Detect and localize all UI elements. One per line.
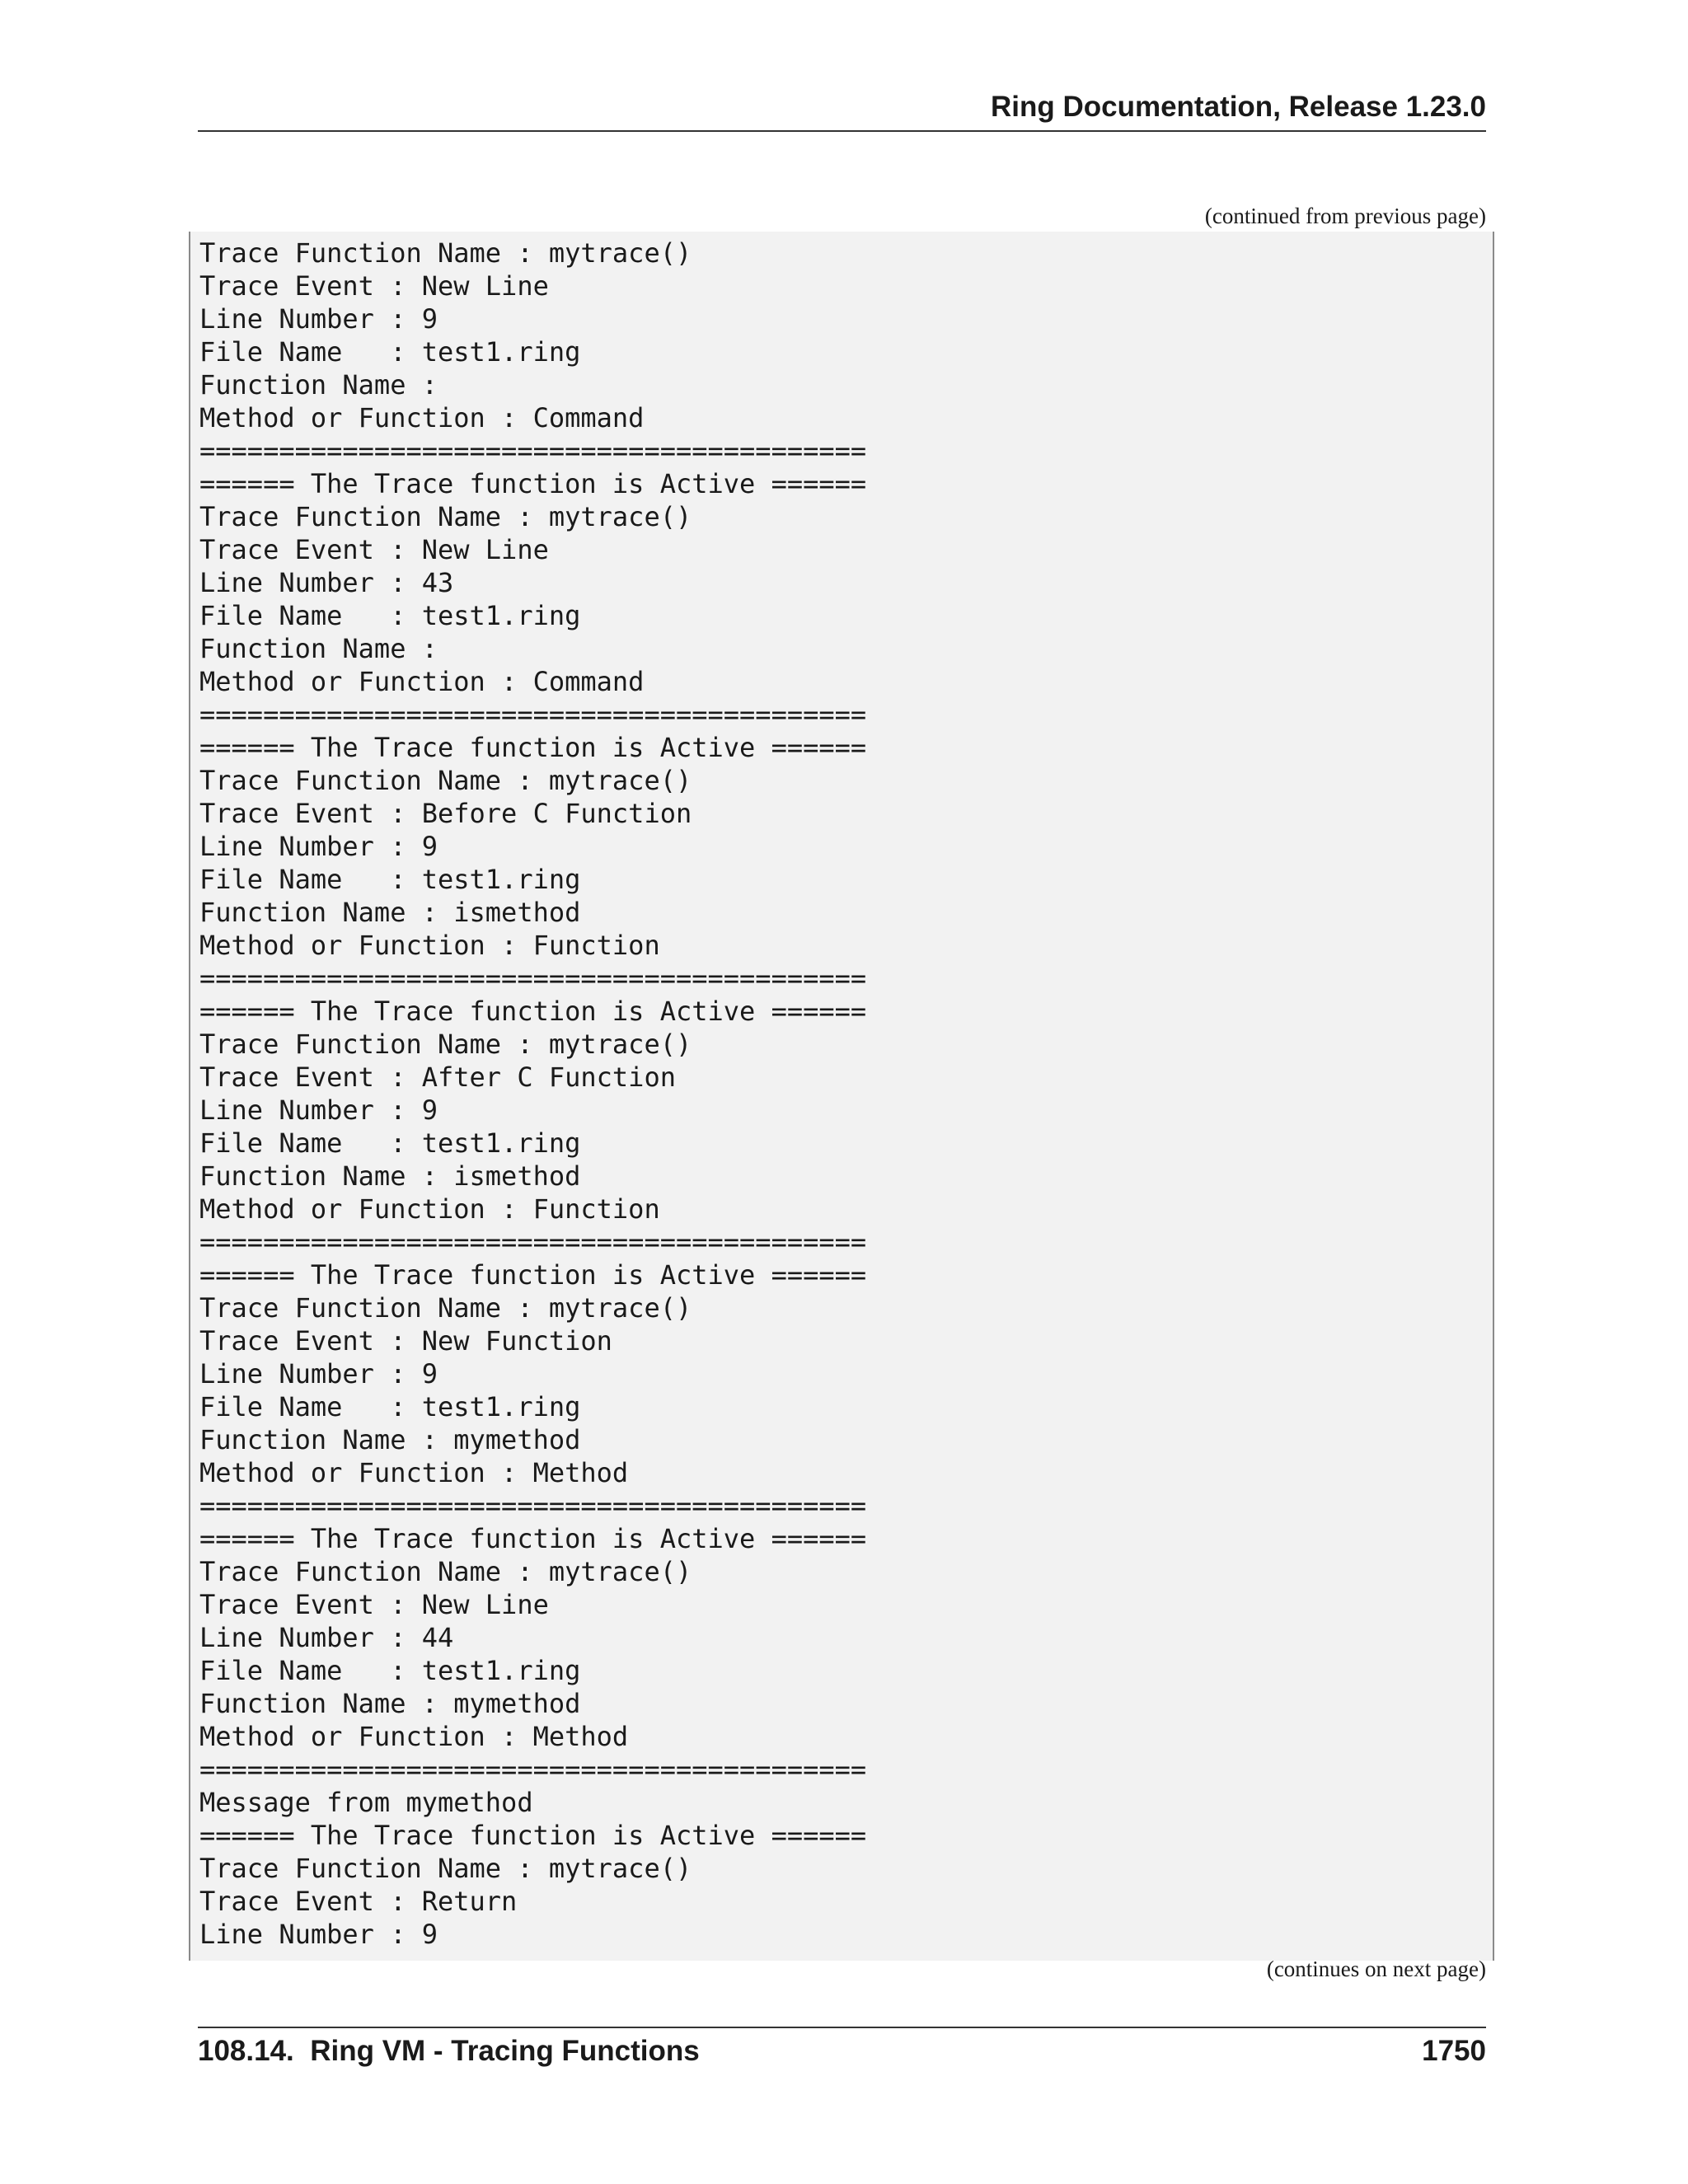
code-line: ========================================== (199, 1226, 867, 1258)
code-line: Trace Event : Before C Function (199, 798, 692, 829)
code-line: File Name : test1.ring (199, 336, 581, 368)
footer-section-title: 108.14. Ring VM - Tracing Functions (198, 2035, 700, 2067)
code-line: Trace Event : New Line (199, 1589, 549, 1620)
code-line: Line Number : 9 (199, 831, 438, 862)
code-line: Trace Function Name : mytrace() (199, 1853, 692, 1884)
code-line: Trace Function Name : mytrace() (199, 1029, 692, 1060)
code-line: Method or Function : Command (199, 402, 645, 434)
code-line: Trace Event : New Line (199, 534, 549, 565)
code-lines (199, 237, 866, 1951)
code-line: Function Name : (199, 369, 438, 401)
code-line: Function Name : mymethod (199, 1424, 581, 1455)
code-line: ========================================== (199, 435, 867, 466)
code-line: ====== The Trace function is Active ====== (199, 468, 867, 499)
code-line: Method or Function : Function (199, 930, 660, 961)
code-line: Trace Function Name : mytrace() (199, 1556, 692, 1587)
code-line: ====== The Trace function is Active ====== (199, 1259, 867, 1291)
header-divider (198, 130, 1486, 132)
code-line: ========================================== (199, 1754, 867, 1785)
code-line: Trace Function Name : mytrace() (199, 237, 692, 269)
code-line: Trace Function Name : mytrace() (199, 765, 692, 796)
code-line: Function Name : ismethod (199, 897, 581, 928)
code-line: Trace Function Name : mytrace() (199, 1292, 692, 1324)
code-output-block (189, 232, 1494, 1961)
code-line: Line Number : 43 (199, 567, 454, 598)
code-line: Method or Function : Method (199, 1721, 629, 1752)
code-line: Trace Event : After C Function (199, 1062, 676, 1093)
code-line: Message from mymethod (199, 1787, 533, 1818)
continues-on-note: (continues on next page) (1266, 1957, 1486, 1981)
code-line: Line Number : 9 (199, 1919, 438, 1950)
code-line: File Name : test1.ring (199, 1391, 581, 1422)
footer-page-number: 1750 (1422, 2035, 1486, 2067)
code-line: Method or Function : Function (199, 1193, 660, 1225)
code-line: ====== The Trace function is Active ====== (199, 732, 867, 763)
footer-divider (198, 2027, 1486, 2028)
code-line: Trace Event : Return (199, 1886, 518, 1917)
code-line: File Name : test1.ring (199, 600, 581, 631)
code-line: ========================================== (199, 963, 867, 994)
code-line: File Name : test1.ring (199, 1127, 581, 1159)
code-line: Line Number : 44 (199, 1622, 454, 1653)
code-line: File Name : test1.ring (199, 864, 581, 895)
code-line: Line Number : 9 (199, 303, 438, 335)
code-line: Method or Function : Method (199, 1457, 629, 1488)
code-line: ====== The Trace function is Active ====== (199, 996, 867, 1027)
code-line: Function Name : ismethod (199, 1160, 581, 1192)
code-line: Trace Event : New Function (199, 1325, 612, 1357)
page-header-title: Ring Documentation, Release 1.23.0 (990, 91, 1486, 123)
code-line: Function Name : mymethod (199, 1688, 581, 1719)
code-line: Trace Function Name : mytrace() (199, 501, 692, 532)
code-line: ========================================== (199, 699, 867, 730)
code-line: ====== The Trace function is Active ====== (199, 1820, 867, 1851)
code-line: ====== The Trace function is Active ====== (199, 1523, 867, 1554)
code-line: Line Number : 9 (199, 1094, 438, 1126)
code-line: ========================================== (199, 1490, 867, 1521)
code-line: Line Number : 9 (199, 1358, 438, 1390)
code-line: File Name : test1.ring (199, 1655, 581, 1686)
continued-from-note: (continued from previous page) (1204, 204, 1486, 228)
code-line: Method or Function : Command (199, 666, 645, 697)
code-line: Function Name : (199, 633, 438, 664)
code-line: Trace Event : New Line (199, 270, 549, 302)
